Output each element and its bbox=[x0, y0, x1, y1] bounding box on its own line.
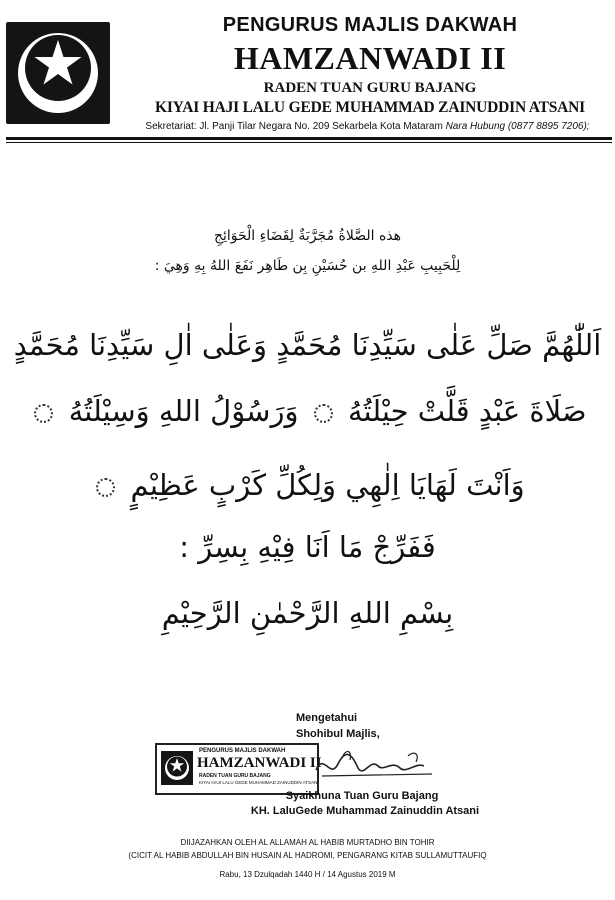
intro-line-1: هذه الصَّلاةُ مُجَرَّبَةٌ لِقَضَاءِ الْحَوَائِجِ bbox=[213, 228, 402, 244]
stamp-logo bbox=[161, 751, 193, 785]
signatory-name: KH. LaluGede Muhammad Zainuddin Atsani bbox=[250, 805, 480, 817]
contact-text: Nara Hubung (0877 8895 7206); bbox=[445, 121, 590, 132]
stamp-subtitle: RADEN TUAN GURU BAJANG bbox=[199, 773, 271, 779]
prayer-line-3 bbox=[0, 468, 615, 502]
prayer-line-2-part-a: صَلَاةَ عَبْدٍ قَلَّتْ حِيْلَتُهُ bbox=[347, 394, 587, 428]
letterhead-rule-thin bbox=[6, 142, 612, 143]
prayer-line-1: اَللّٰهُمَّ صَلِّ عَلٰى سَيِّدِنَا مُحَمَّدٍ وَعَلٰى اٰلِ سَيِّدِنَا مُحَمَّدٍ bbox=[13, 328, 602, 362]
intro-line-2: لِلْحَبِيبِ عَبْدِ اللهِ بن حُسَيْنِ بِن طَاهِر نَفَعَ اللهُ بِهِ وَهِيَ : bbox=[154, 258, 461, 274]
letterhead-line-4: KIYAI HAJI LALU GEDE MUHAMMAD ZAINUDDIN ATSANI bbox=[154, 99, 585, 116]
stamp-subtitle-2: KIYAI HAJI LALU GEDE MUHAMMAD ZAINUDDIN ATSANI bbox=[199, 780, 319, 785]
prayer-line-3-text: وَاَنْتَ لَهَايَا اِلٰهِي وَلِكُلِّ كَرْبٍ عَظِيْمٍ bbox=[130, 468, 525, 502]
stamp-title: HAMZANWADI II bbox=[197, 755, 322, 771]
prayer-line-2 bbox=[0, 394, 615, 428]
letterhead-line-1: PENGURUS MAJLIS DAKWAH bbox=[222, 14, 518, 36]
signatory-title: Syaikhuna Tuan Guru Bajang bbox=[285, 790, 439, 802]
verse-separator-icon bbox=[96, 478, 115, 497]
official-stamp bbox=[155, 743, 322, 795]
letterhead-rule-thick bbox=[6, 137, 612, 140]
stamp-top-text: PENGURUS MAJLIS DAKWAH bbox=[199, 748, 286, 754]
prayer-line-4: فَفَرِّجْ مَا اَنَا فِيْهِ بِسِرِّ : bbox=[179, 530, 436, 564]
letterhead-line-3: RADEN TUAN GURU BAJANG bbox=[263, 80, 477, 96]
prayer-line-2-part-b: وَرَسُوْلُ اللهِ وَسِيْلَتُهُ bbox=[68, 394, 299, 428]
footer-date: Rabu, 13 Dzulqadah 1440 H / 14 Agustus 2019 M bbox=[219, 870, 396, 879]
crescent-star-icon bbox=[6, 22, 110, 124]
shohibul-label: Shohibul Majlis, bbox=[296, 728, 380, 740]
organization-logo bbox=[6, 22, 110, 124]
letterhead-address bbox=[120, 121, 615, 132]
verse-separator-icon bbox=[34, 404, 53, 423]
handwritten-signature bbox=[312, 740, 442, 790]
verse-separator-icon bbox=[314, 404, 333, 423]
footer-line-1: DIIJAZAHKAN OLEH AL ALLAMAH AL HABIB MURTADHO BIN TOHIR bbox=[180, 838, 435, 847]
prayer-line-5: بِسْمِ اللهِ الرَّحْمٰنِ الرَّحِيْمِ bbox=[161, 596, 454, 630]
letterhead-title: HAMZANWADI II bbox=[233, 40, 507, 76]
address-text: Sekretariat: Jl. Panji Tilar Negara No. 209 Sekarbela Kota Mataram bbox=[145, 121, 443, 132]
mengetahui-label: Mengetahui bbox=[296, 712, 358, 724]
footer-line-2: (CICIT AL HABIB ABDULLAH BIN HUSAIN AL HADROMI, PENGARANG KITAB SULLAMUTTAUFIQ bbox=[128, 851, 487, 860]
crescent-star-icon bbox=[161, 751, 193, 785]
